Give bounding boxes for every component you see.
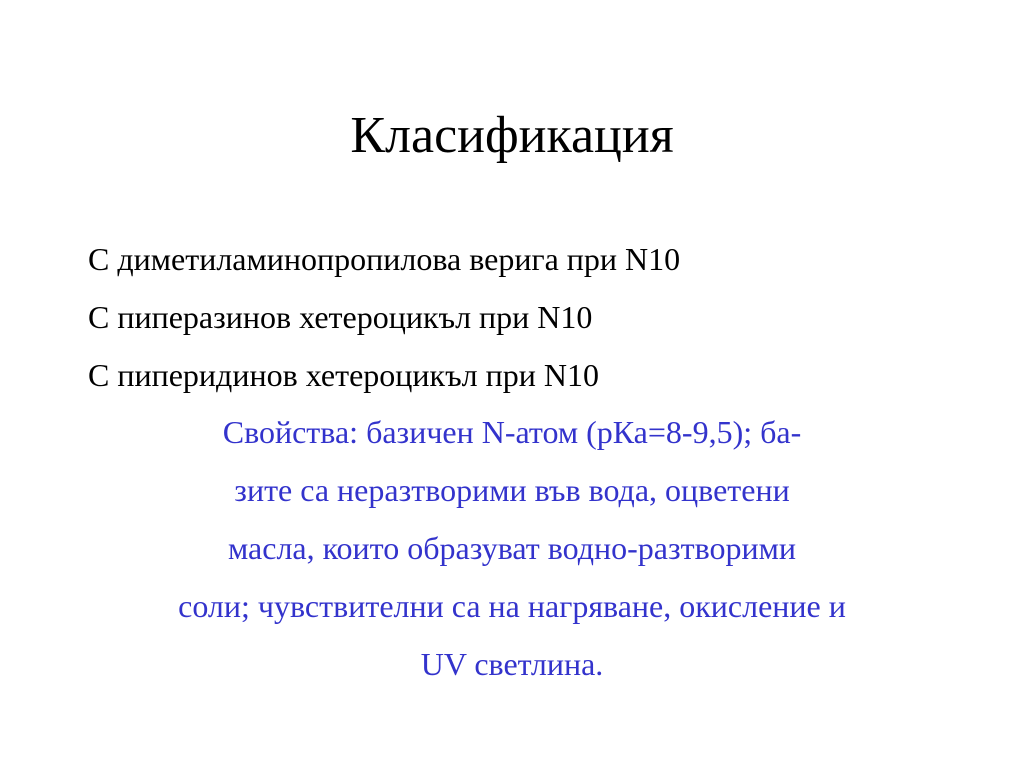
classification-item: С пиперидинов хетероцикъл при N10 — [88, 357, 599, 393]
classification-list — [88, 230, 680, 404]
classification-item: С диметиламинопропилова верига при N10 — [88, 241, 681, 277]
properties-paragraph — [0, 403, 1024, 693]
slide-title: Класификация — [350, 107, 674, 164]
classification-item: С пиперазинов хетероцикъл при N10 — [88, 299, 593, 335]
properties-line: зите са неразтворими във вода, оцветени — [234, 472, 790, 508]
properties-line: соли; чувствителни са на нагряване, окисление и — [178, 588, 846, 624]
properties-line: Свойства: базичен N-атом (рКа=8-9,5); ба- — [222, 414, 802, 450]
properties-line: масла, които образуват водно-разтворими — [228, 530, 796, 566]
properties-line: UV светлина. — [420, 646, 604, 682]
